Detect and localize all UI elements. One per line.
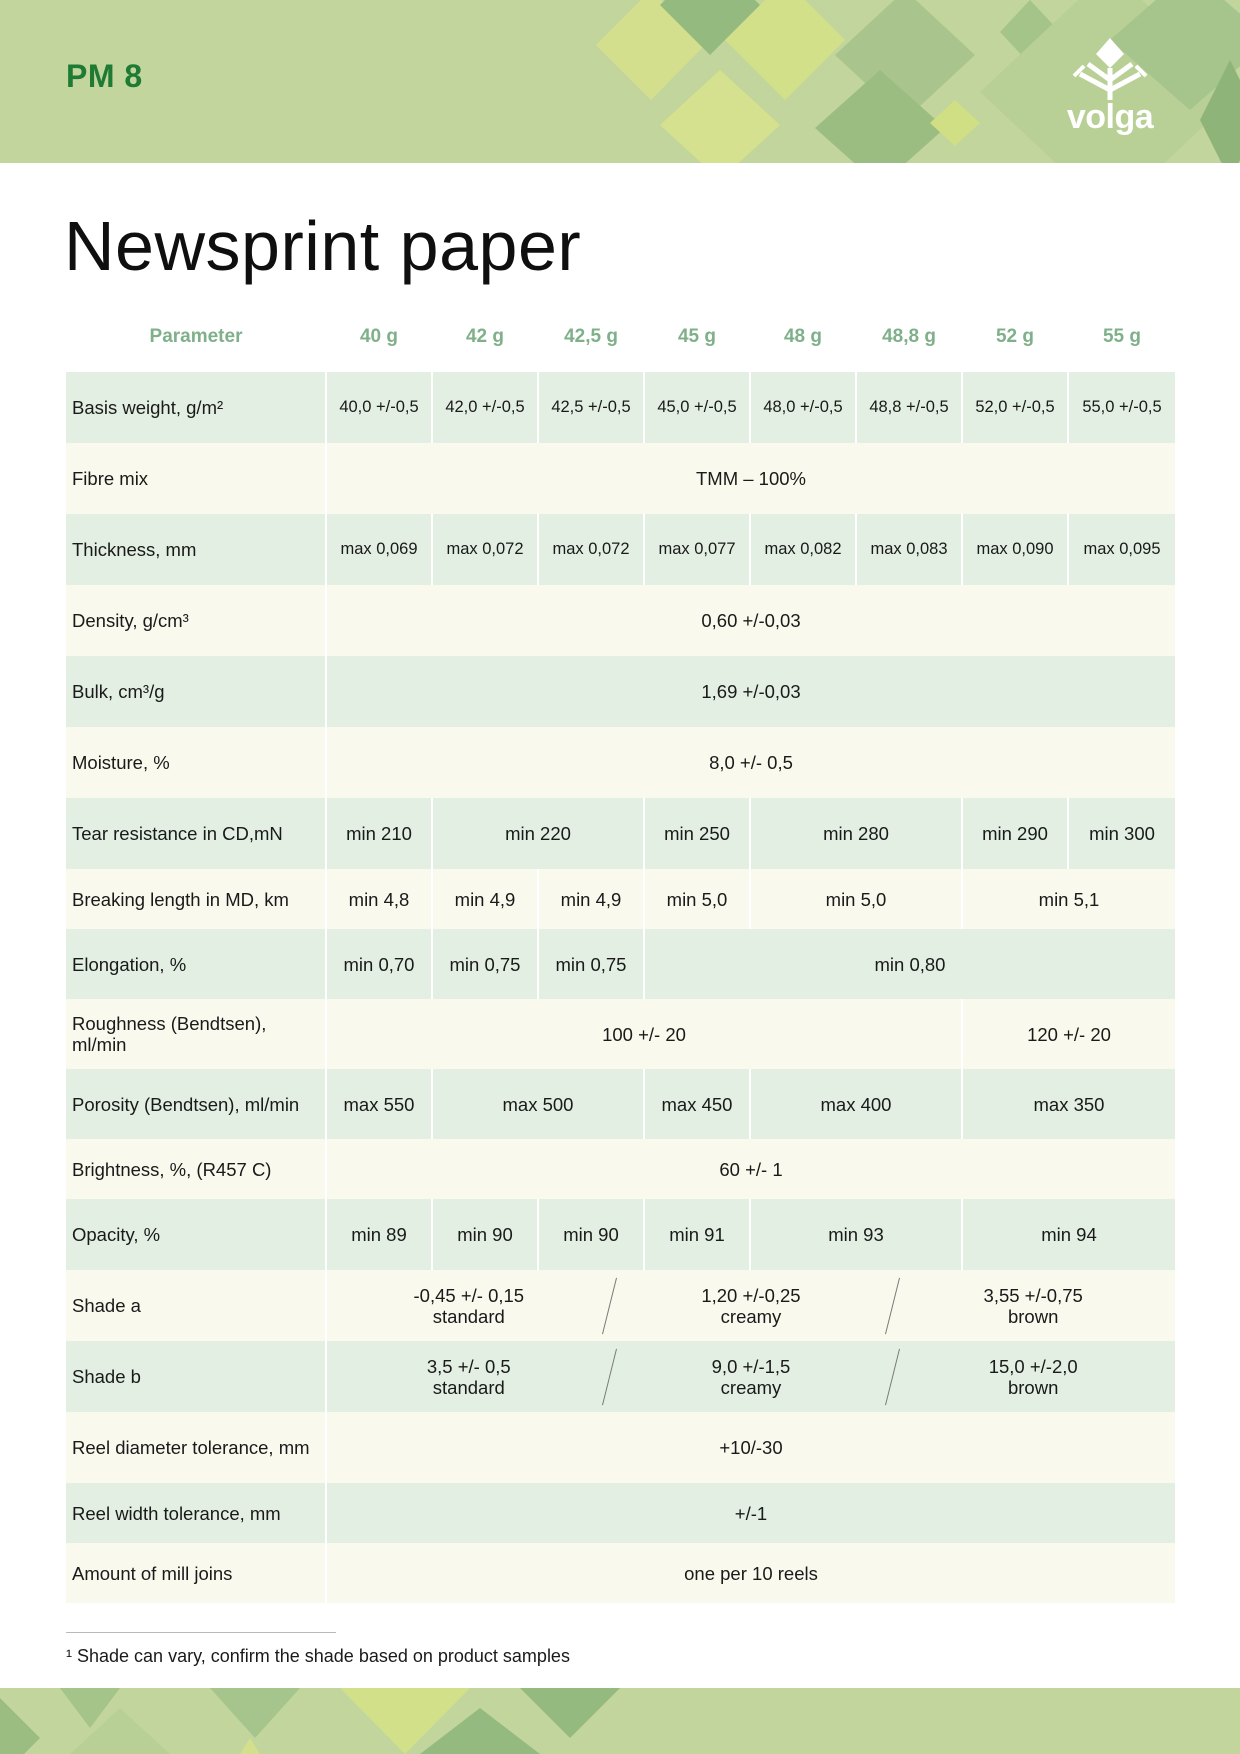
- row-label: Brightness, %, (R457 C): [66, 1139, 326, 1199]
- table-row: [66, 727, 1176, 798]
- table-cell: min 4,8: [326, 869, 432, 929]
- table-row: [66, 372, 1176, 443]
- table-cell: 40,0 +/-0,5: [326, 372, 432, 443]
- table-row: [66, 929, 1176, 999]
- table-cell: min 93: [750, 1199, 962, 1270]
- table-row: [66, 656, 1176, 727]
- footnote: ¹ Shade can vary, confirm the shade based on product samples: [66, 1646, 570, 1666]
- table-cell: min 0,70: [326, 929, 432, 999]
- header-band: [0, 0, 1240, 163]
- table-cell: max 500: [432, 1069, 644, 1139]
- table-cell: min 89: [326, 1199, 432, 1270]
- row-label: Density, g/cm³: [66, 585, 326, 656]
- table-cell: 52,0 +/-0,5: [962, 372, 1068, 443]
- row-label: Elongation, %: [66, 929, 326, 999]
- table-cell: max 0,072: [432, 514, 538, 585]
- table-row: [66, 798, 1176, 869]
- shade-value: 15,0 +/-2,0: [988, 1355, 1078, 1377]
- row-label: Moisture, %: [66, 727, 326, 798]
- table-cell: 120 +/- 20: [962, 999, 1176, 1069]
- table-cell: max 400: [750, 1069, 962, 1139]
- row-label: Shade a: [66, 1270, 326, 1341]
- table-cell: min 290: [962, 798, 1068, 869]
- table-cell: min 5,1: [962, 869, 1176, 929]
- table-cell: 42,0 +/-0,5: [432, 372, 538, 443]
- table-cell: max 0,083: [856, 514, 962, 585]
- column-header: 42 g: [465, 326, 505, 347]
- table-cell: 100 +/- 20: [326, 999, 962, 1069]
- shade-option: [616, 1285, 886, 1327]
- column-header: 45 g: [677, 326, 717, 347]
- table-row: [66, 585, 1176, 656]
- table-cell: min 300: [1068, 798, 1176, 869]
- table-header-row: [66, 302, 1176, 372]
- shade-value: 3,5 +/- 0,5: [426, 1355, 511, 1377]
- shade-cell: [326, 1270, 1176, 1341]
- table-cell: 48,8 +/-0,5: [856, 372, 962, 443]
- row-label: Bulk, cm³/g: [66, 656, 326, 727]
- table-row: [66, 1069, 1176, 1139]
- table-cell: 45,0 +/-0,5: [644, 372, 750, 443]
- table-row: [66, 1199, 1176, 1270]
- table-cell: min 250: [644, 798, 750, 869]
- footnote-divider: [66, 1632, 336, 1633]
- column-header: 52 g: [995, 326, 1035, 347]
- table-cell: max 450: [644, 1069, 750, 1139]
- table-cell: max 0,069: [326, 514, 432, 585]
- table-cell: min 220: [432, 798, 644, 869]
- table-cell: max 350: [962, 1069, 1176, 1139]
- table-row: [66, 443, 1176, 514]
- table-cell: min 94: [962, 1199, 1176, 1270]
- shade-option: [334, 1285, 604, 1327]
- table-cell: 42,5 +/-0,5: [538, 372, 644, 443]
- table-cell: min 0,80: [644, 929, 1176, 999]
- machine-code: PM 8: [66, 58, 143, 94]
- table-cell: TMM – 100%: [326, 443, 1176, 514]
- header-decoration: [0, 0, 1240, 163]
- row-label: Roughness (Bendtsen), ml/min: [66, 999, 326, 1069]
- shade-value: 3,55 +/-0,75: [983, 1284, 1083, 1306]
- tree-icon: [1062, 36, 1158, 102]
- table-cell: +10/-30: [326, 1412, 1176, 1483]
- table-cell: 60 +/- 1: [326, 1139, 1176, 1199]
- row-label: Opacity, %: [66, 1199, 326, 1270]
- table-cell: 48,0 +/-0,5: [750, 372, 856, 443]
- table-row: [66, 1412, 1176, 1483]
- table-row: [66, 1543, 1176, 1603]
- shade-value: 1,20 +/-0,25: [701, 1284, 801, 1306]
- table-cell: min 280: [750, 798, 962, 869]
- footer-band: [0, 1688, 1240, 1754]
- table-cell: 0,60 +/-0,03: [326, 585, 1176, 656]
- column-header: 55 g: [1102, 326, 1142, 347]
- table-row: [66, 1139, 1176, 1199]
- shade-type: brown: [1007, 1376, 1059, 1398]
- table-cell: 1,69 +/-0,03: [326, 656, 1176, 727]
- shade-type: brown: [1007, 1305, 1059, 1327]
- table-row: [66, 1483, 1176, 1543]
- table-cell: max 550: [326, 1069, 432, 1139]
- table-row: [66, 1270, 1176, 1341]
- table-cell: max 0,095: [1068, 514, 1176, 585]
- column-header: 42,5 g: [564, 326, 618, 347]
- shade-option: [334, 1356, 604, 1398]
- table-cell: 55,0 +/-0,5: [1068, 372, 1176, 443]
- shade-option: [616, 1356, 886, 1398]
- table-cell: max 0,082: [750, 514, 856, 585]
- row-label: Tear resistance in CD,mN: [66, 798, 326, 869]
- row-label: Porosity (Bendtsen), ml/min: [66, 1069, 326, 1139]
- row-label: Reel diameter tolerance, mm: [66, 1412, 326, 1483]
- shade-type: creamy: [720, 1305, 782, 1327]
- table-cell: 8,0 +/- 0,5: [326, 727, 1176, 798]
- table-cell: min 5,0: [750, 869, 962, 929]
- column-header: 48 g: [783, 326, 823, 347]
- table-row: [66, 869, 1176, 929]
- row-label: Amount of mill joins: [66, 1543, 326, 1603]
- row-label: Reel width tolerance, mm: [66, 1483, 326, 1543]
- table-cell: min 0,75: [538, 929, 644, 999]
- shade-value: 9,0 +/-1,5: [711, 1355, 791, 1377]
- row-label: Breaking length in MD, km: [66, 869, 326, 929]
- shade-value: -0,45 +/- 0,15: [413, 1284, 525, 1306]
- shade-option: [898, 1356, 1168, 1398]
- table-row: [66, 514, 1176, 585]
- shade-type: standard: [432, 1376, 505, 1398]
- page-title: Newsprint paper: [64, 207, 582, 285]
- row-label: Thickness, mm: [66, 514, 326, 585]
- column-header: 48,8 g: [882, 326, 936, 347]
- shade-cell: [326, 1341, 1176, 1412]
- spec-table: [66, 302, 1177, 1603]
- table-cell: min 5,0: [644, 869, 750, 929]
- table-cell: +/-1: [326, 1483, 1176, 1543]
- table-cell: min 90: [432, 1199, 538, 1270]
- shade-option: [898, 1285, 1168, 1327]
- table-cell: min 4,9: [538, 869, 644, 929]
- shade-type: standard: [432, 1305, 505, 1327]
- table-cell: max 0,090: [962, 514, 1068, 585]
- table-row: [66, 999, 1176, 1069]
- table-cell: max 0,072: [538, 514, 644, 585]
- row-label: Basis weight, g/m²: [66, 372, 326, 443]
- table-cell: min 210: [326, 798, 432, 869]
- volga-logo: [1062, 36, 1158, 140]
- table-cell: min 91: [644, 1199, 750, 1270]
- shade-type: creamy: [720, 1376, 782, 1398]
- table-cell: min 0,75: [432, 929, 538, 999]
- row-label: Shade b: [66, 1341, 326, 1412]
- table-row: [66, 1341, 1176, 1412]
- table-cell: min 4,9: [432, 869, 538, 929]
- column-header: 40 g: [359, 326, 399, 347]
- logo-text: volga: [1066, 98, 1154, 136]
- column-header: Parameter: [149, 326, 243, 347]
- table-cell: min 90: [538, 1199, 644, 1270]
- row-label: Fibre mix: [66, 443, 326, 514]
- table-cell: one per 10 reels: [326, 1543, 1176, 1603]
- footer-decoration: [0, 1688, 1240, 1754]
- table-cell: max 0,077: [644, 514, 750, 585]
